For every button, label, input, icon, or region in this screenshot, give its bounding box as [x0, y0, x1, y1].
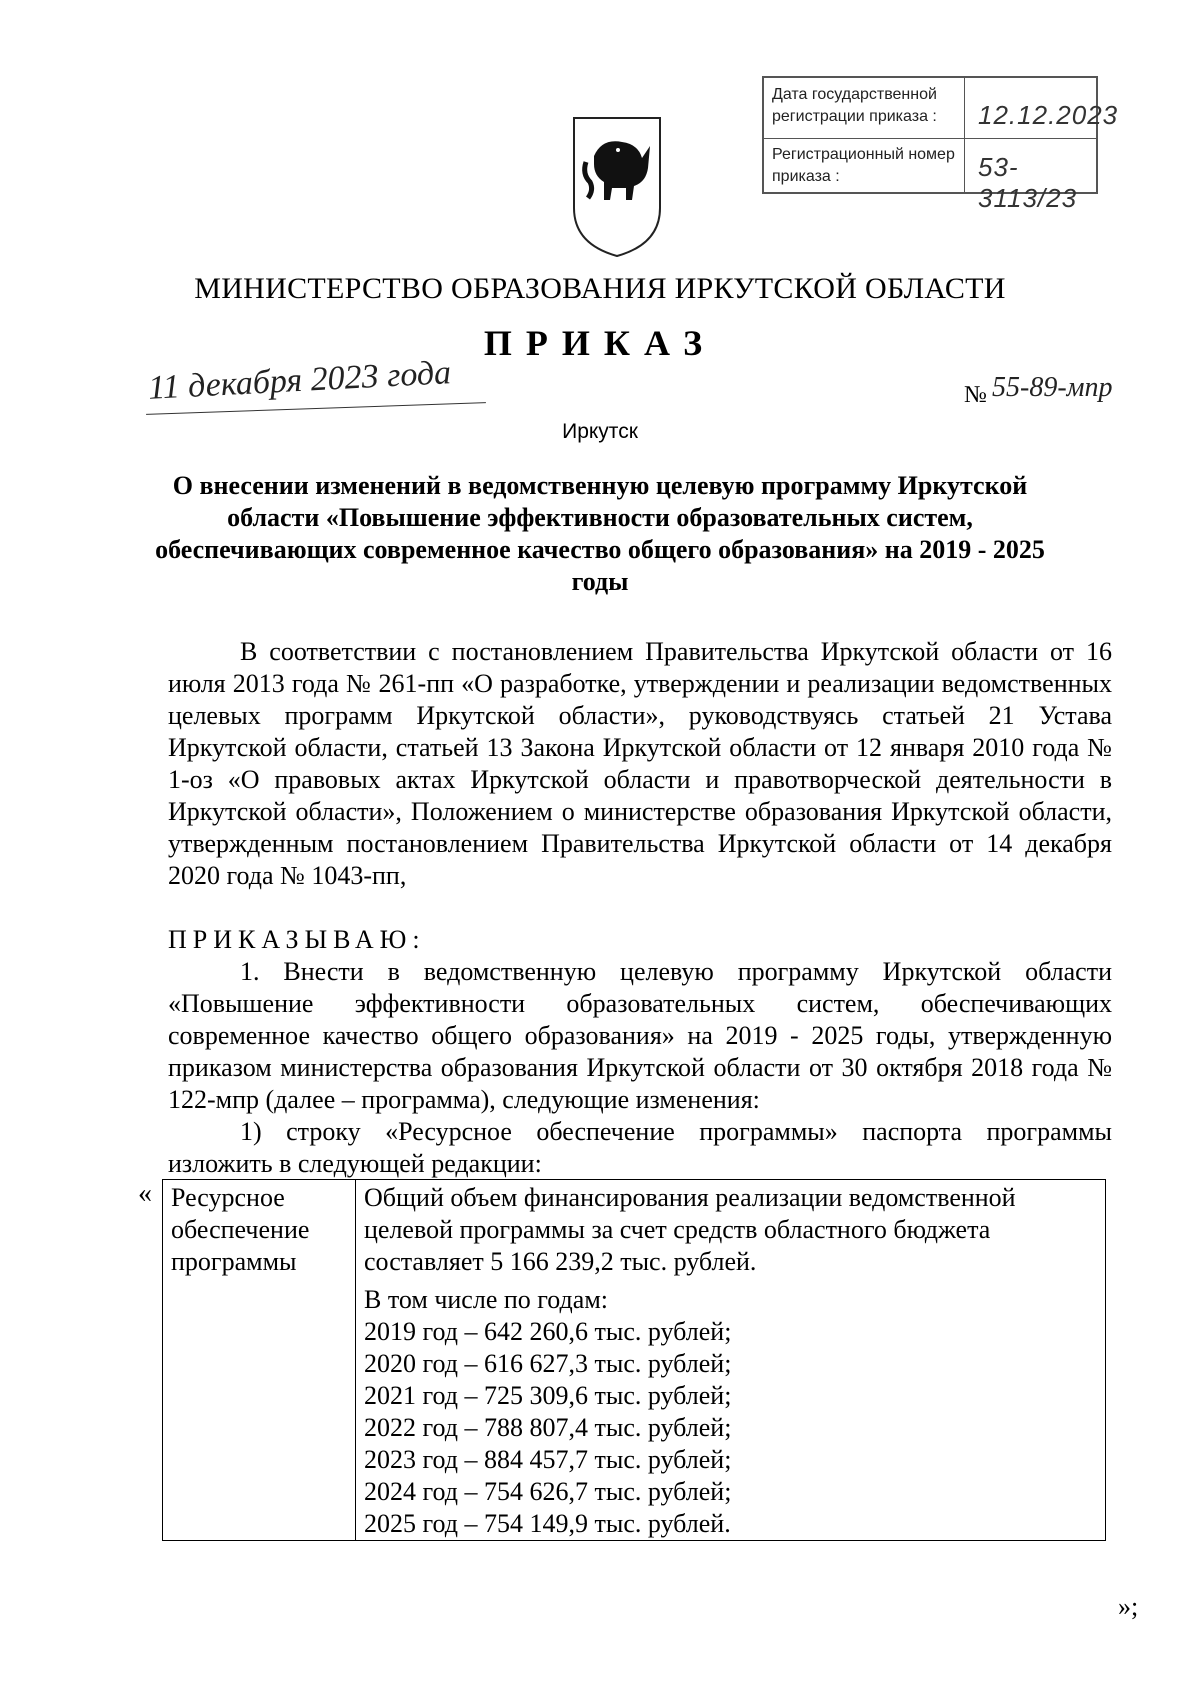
- by-years-caption: В том числе по годам:: [364, 1285, 608, 1314]
- year-line: 2022 год – 788 807,4 тыс. рублей;: [364, 1413, 732, 1442]
- table-row: [163, 1180, 1106, 1541]
- item-1-paragraph: 1. Внести в ведомственную целевую программу Иркутской области «Повышение эффективности образовательных систем, обеспечивающих современное качество общего образования» на 2019 - 2025 годы, утвержденную приказом министерства образования Иркутской области от 30 октября 2018 года № 122-мпр (далее – программа), следующие изменения:: [168, 957, 1112, 1114]
- year-line: 2025 год – 754 149,9 тыс. рублей.: [364, 1509, 731, 1538]
- resource-label: Ресурсное обеспечение программы: [171, 1183, 310, 1276]
- order-number-handwritten: 55-89-мпр: [992, 372, 1113, 403]
- resource-label-cell: [163, 1180, 356, 1541]
- order-date-handwritten: 11 декабря 2023 года: [147, 354, 452, 407]
- resource-table: [162, 1179, 1106, 1541]
- intro-paragraph: В соответствии с постановлением Правительства Иркутской области от 16 июля 2013 года № 261-пп «О разработке, утверждении и реализации ведомственных целевых программ Иркутской области», руководствуясь статьей 21 Устава Иркутской области, статьей 13 Закона Иркутской области от 12 января 2010 года № 1-оз «О правовых актах Иркутской области и правотворческой деятельности в Иркутской области», Положением о министерстве образования Иркутской области, утвержденным постановлением Правительства Иркутской области от 14 декабря 2020 года № 1043-пп,: [168, 637, 1112, 890]
- city: Иркутск: [562, 420, 638, 443]
- number-sign: №: [964, 382, 987, 408]
- ministry-name: МИНИСТЕРСТВО ОБРАЗОВАНИЯ ИРКУТСКОЙ ОБЛАСТИ: [194, 272, 1006, 305]
- year-line: 2023 год – 884 457,7 тыс. рублей;: [364, 1445, 732, 1474]
- stamp-number-row: [764, 138, 1096, 213]
- coat-of-arms-icon: [572, 116, 662, 258]
- stamp-date-value: 12.12.2023: [978, 100, 1119, 130]
- stamp-date-label: Дата государственной регистрации приказа :: [772, 86, 937, 125]
- stamp-date-row: [764, 78, 1119, 139]
- year-line: 2019 год – 642 260,6 тыс. рублей;: [364, 1317, 732, 1346]
- stamp-number-value: 53-3113/23: [978, 152, 1078, 213]
- item-1-1-paragraph: 1) строку «Ресурсное обеспечение программы» паспорта программы изложить в следующей редакции:: [168, 1117, 1112, 1178]
- year-line: 2024 год – 754 626,7 тыс. рублей;: [364, 1477, 732, 1506]
- order-title: ПРИКАЗ: [483, 323, 717, 363]
- document-heading: О внесении изменений в ведомственную целевую программу Иркутской области «Повышение эффективности образовательных систем, обеспечивающих современное качество общего образования» на 2019 - 2025 годы: [155, 471, 1045, 596]
- year-line: 2020 год – 616 627,3 тыс. рублей;: [364, 1349, 732, 1378]
- year-line: 2021 год – 725 309,6 тыс. рублей;: [364, 1381, 732, 1410]
- resource-value-cell: [356, 1180, 1106, 1541]
- quote-open: «: [138, 1178, 152, 1209]
- stamp-number-label: Регистрационный номер приказа :: [772, 146, 955, 185]
- order-word: ПРИКАЗЫВАЮ:: [168, 925, 426, 954]
- quote-close: »;: [1118, 1592, 1139, 1621]
- total-funding: Общий объем финансирования реализации ведомственной целевой программы за счет средств областного бюджета составляет 5 166 239,2 тыс. рублей.: [364, 1183, 1016, 1276]
- registration-stamp: [762, 76, 1119, 213]
